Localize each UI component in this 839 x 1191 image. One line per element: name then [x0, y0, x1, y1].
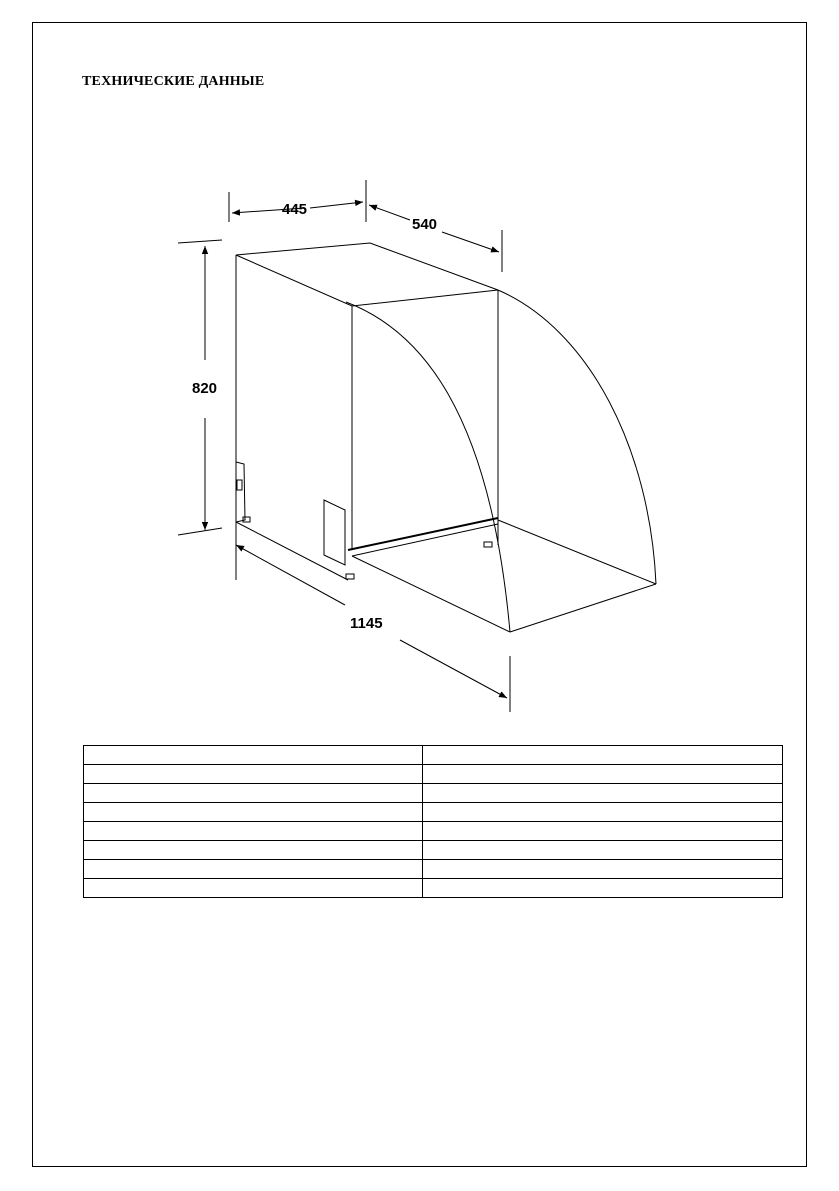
dim-width-label: 445	[282, 201, 308, 218]
table-row	[84, 860, 783, 879]
table-cell	[423, 841, 783, 860]
table-cell	[84, 746, 423, 765]
page-heading: ТЕХНИЧЕСКИЕ ДАННЫЕ	[82, 74, 265, 89]
table-cell	[423, 860, 783, 879]
table-cell	[423, 746, 783, 765]
table-cell	[423, 803, 783, 822]
table-cell	[84, 860, 423, 879]
table-row	[84, 879, 783, 898]
table-row	[84, 746, 783, 765]
table-row	[84, 803, 783, 822]
table-cell	[423, 784, 783, 803]
table-cell	[84, 841, 423, 860]
table-cell	[84, 822, 423, 841]
table-cell	[84, 784, 423, 803]
table-cell	[423, 879, 783, 898]
table-row	[84, 822, 783, 841]
table-cell	[84, 879, 423, 898]
table-cell	[84, 803, 423, 822]
table-row	[84, 784, 783, 803]
table-row	[84, 841, 783, 860]
dim-depth-label: 540	[412, 216, 438, 233]
dim-height-label: 820	[192, 380, 218, 397]
table-cell	[423, 765, 783, 784]
dim-open-depth-label: 1145	[350, 615, 383, 632]
appliance-body	[236, 243, 498, 580]
spec-table	[83, 745, 783, 898]
table-cell	[84, 765, 423, 784]
table-cell	[423, 822, 783, 841]
hood-arc-lines	[346, 290, 656, 632]
table-row	[84, 765, 783, 784]
